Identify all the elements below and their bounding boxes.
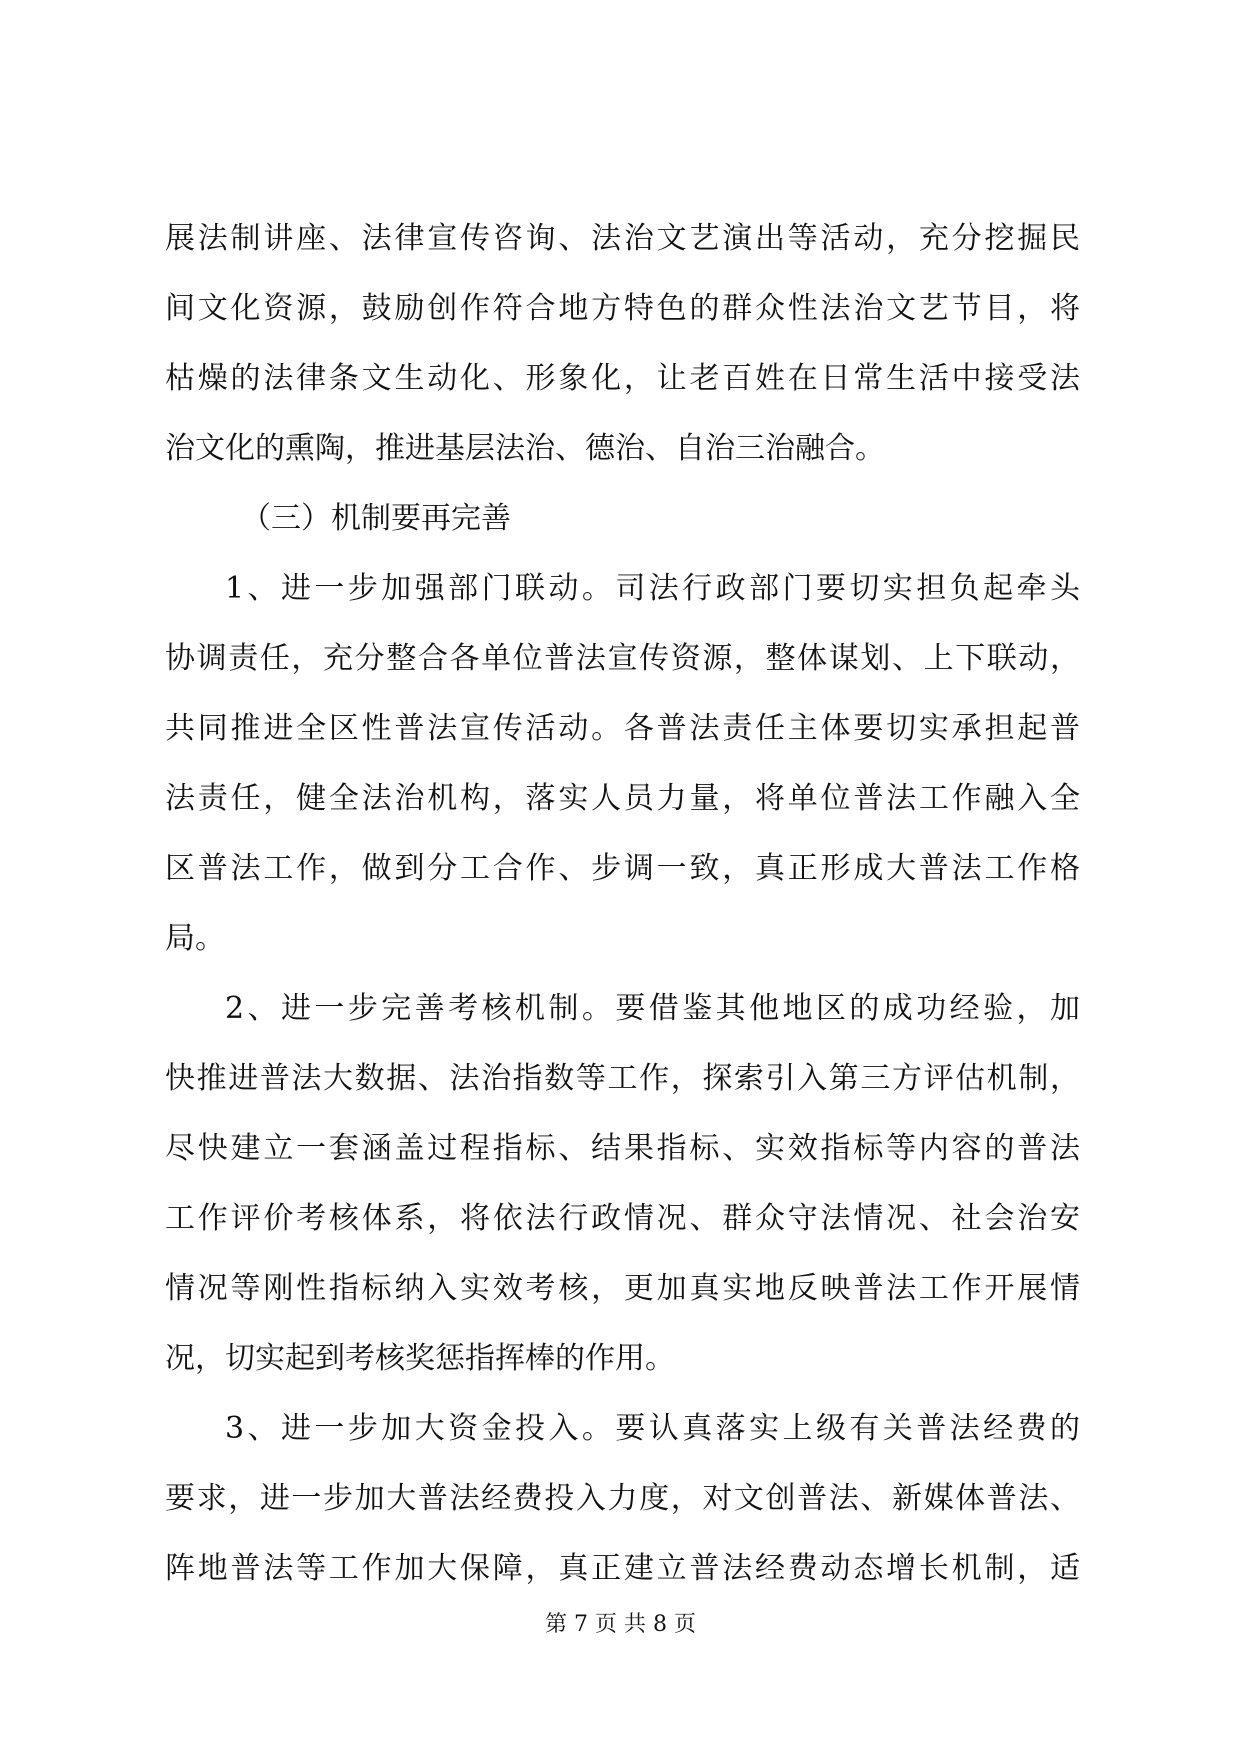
text-line: 阵地普法等工作加大保障，真正建立普法经费动态增长机制，适 bbox=[165, 1551, 1080, 1586]
section-heading: （三）机制要再完善 bbox=[241, 501, 511, 536]
text-line: 情况等刚性指标纳入实效考核，更加真实地反映普法工作开展情 bbox=[165, 1271, 1080, 1306]
text-line: 共同推进全区性普法宣传活动。各普法责任主体要切实承担起普 bbox=[165, 711, 1080, 746]
text-line: 3、进一步加大资金投入。要认真落实上级有关普法经费的 bbox=[225, 1411, 1080, 1446]
text-line: 法责任，健全法治机构，落实人员力量，将单位普法工作融入全 bbox=[165, 781, 1080, 816]
text-line: 展法制讲座、法律宣传咨询、法治文艺演出等活动，充分挖掘民 bbox=[165, 221, 1080, 256]
text-line: 区普法工作，做到分工合作、步调一致，真正形成大普法工作格 bbox=[165, 851, 1080, 886]
text-line: 2、进一步完善考核机制。要借鉴其他地区的成功经验，加 bbox=[225, 991, 1080, 1026]
text-line: 工作评价考核体系，将依法行政情况、群众守法情况、社会治安 bbox=[165, 1201, 1080, 1236]
text-line: 间文化资源，鼓励创作符合地方特色的群众性法治文艺节目，将 bbox=[165, 291, 1080, 326]
text-line: 况，切实起到考核奖惩指挥棒的作用。 bbox=[165, 1341, 675, 1376]
text-line: 尽快建立一套涵盖过程指标、结果指标、实效指标等内容的普法 bbox=[165, 1131, 1080, 1166]
page-footer: 第 7 页 共 8 页 bbox=[545, 1612, 696, 1637]
text-line: 快推进普法大数据、法治指数等工作，探索引入第三方评估机制， bbox=[165, 1061, 1080, 1096]
text-line: 要求，进一步加大普法经费投入力度，对文创普法、新媒体普法、 bbox=[165, 1481, 1080, 1516]
text-line: 枯燥的法律条文生动化、形象化，让老百姓在日常生活中接受法 bbox=[165, 361, 1080, 396]
text-line: 局。 bbox=[165, 921, 225, 956]
text-line: 治文化的熏陶，推进基层法治、德治、自治三治融合。 bbox=[165, 431, 885, 466]
document-body bbox=[165, 204, 1080, 1604]
text-line: 协调责任，充分整合各单位普法宣传资源，整体谋划、上下联动， bbox=[165, 641, 1080, 676]
text-line: 1、进一步加强部门联动。司法行政部门要切实担负起牵头 bbox=[225, 571, 1080, 606]
